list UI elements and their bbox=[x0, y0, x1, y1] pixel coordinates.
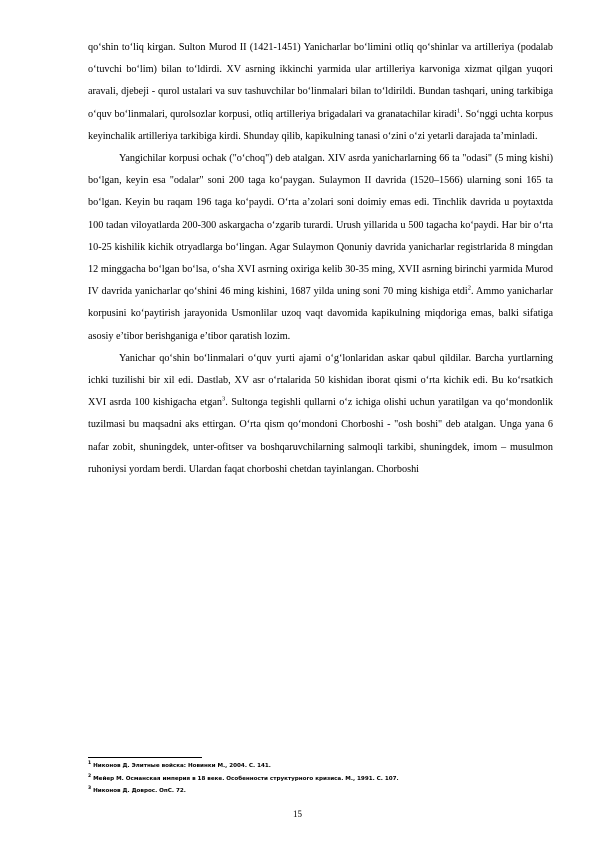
body-text bbox=[88, 37, 553, 481]
paragraph-text: . Ammo yanicharlar korpusini ko‘paytirish jarayonida Usmonlilar uzoq vaqt davomida kapikulning miqdoriga emas, balki sifatiga asosiy e’tibor berishganiga e’tibor qaratish lozim. bbox=[88, 286, 553, 342]
footnote-2 bbox=[88, 773, 553, 786]
paragraph-2 bbox=[88, 148, 553, 348]
footnote-3 bbox=[88, 785, 553, 798]
paragraph-text: qo‘shin to‘liq kirgan. Sulton Murod II (1421-1451) Yanicharlar bo‘limini otliq qo‘shinlar va artilleriya (podalab o‘tuvchi bo‘lim) bilan to‘ldirdi. XV asrning ikkinchi yarmida ular artilleriya karvoniga xizmat qilgan yuqori aravali, djebeji - qurol ustalari va suv tashuvchilar bo‘linmalari bilan to‘ldirildi. Bundan tashqari, uning tarkibiga o‘quv bo‘linmalari, qurolsozlar korpusi, otliq artilleriya brigadalari va granatachilar kiradi bbox=[88, 42, 553, 120]
paragraph-text: Yangichilar korpusi ochak ("o‘choq") deb atalgan. XIV asrda yanicharlarning 66 ta "odasi" (5 ming kishi) bo‘lgan, keyin esa "odalar" soni 200 taga ko‘paygan. Sulaymon II davrida (1520–1566) ularning soni 165 ta bo‘lgan. Keyin bu raqam 196 taga ko‘paydi. O‘rta a’zolari soni doimiy emas edi. Tinchlik davrida u poytaxtda 100 tadan viloyatlarda 200-300 askargacha o‘zgarib turardi. Urush yillarida u 500 tagacha ko‘paydi. Har bir o‘rta 10-25 kishilik kichik otryadlarga bo‘lingan. Agar Sulaymon Qonuniy davrida yanicharlar registrlarida 8 mingdan 12 minggacha bo‘lgan bo‘lsa, o‘sha XVI asrning oxiriga kelib 30-35 ming, XVII asrning birinchi yarmida Murod IV davrida yanicharlar qo‘shini 46 ming kishini, 1687 yilda uning soni 70 ming kishiga etdi bbox=[88, 153, 553, 298]
paragraph-text: . So‘nggi uchta korpus keyinchalik artilleriya tarkibiga kirdi. Shunday qilib, kapikulning tanasi o‘zini o‘zi yetarli darajada ta’minladi. bbox=[88, 108, 553, 142]
footnote-text: Никонов Д. Доврос. ОпС. 72. bbox=[91, 788, 186, 794]
footnote-text: Никонов Д. Элитные войска: Новинки М., 2004. С. 141. bbox=[91, 763, 271, 769]
footnote-ref-2[interactable]: 2 bbox=[467, 284, 471, 292]
footnotes bbox=[88, 760, 553, 798]
footnote-divider bbox=[88, 757, 202, 758]
footnote-number: 1 bbox=[88, 761, 92, 767]
paragraph-3 bbox=[88, 348, 553, 481]
footnote-text: Мейер М. Османская империя в 18 веке. Особенности структурного кризиса. М., 1991. С. 107. bbox=[91, 775, 399, 782]
paragraph-text: Yanichar qo‘shin bo‘linmalari o‘quv yurti ajami o‘g‘lonlaridan askar qabul qildilar. Barcha yurtlarning ichki tuzilishi bir xil edi. Dastlab, XV asr o‘rtalarida 50 kishidan iborat qismi o‘rta kichik edi. Bu ko‘rsatkich XVI asrda 100 kishigacha etgan bbox=[88, 352, 553, 409]
footnote-1 bbox=[88, 760, 553, 773]
paragraph-text: . Sultonga tegishli qullarni o‘z ichiga olishi uchun yaratilgan va qo‘mondonlik tuzilmasi bu maqsadni aks ettirgan. O‘rta qism qo‘mondoni Chorboshi - "osh boshi" deb atalgan. Unga yana 6 nafar zobit, shuningdek, unter-ofitser va boshqaruvchilarning salmoqli tarkibi, shuningdek, imom – musulmon ruhoniysi yordam berdi. Ulardan faqat chorboshi chetdan tayinlangan. Chorboshi bbox=[88, 397, 553, 475]
footnote-number: 3 bbox=[88, 786, 92, 792]
footnote-ref-3[interactable]: 3 bbox=[222, 395, 226, 403]
paragraph-1 bbox=[88, 37, 553, 148]
footnote-ref-1[interactable]: 1 bbox=[456, 107, 461, 115]
page-number: 15 bbox=[293, 809, 302, 819]
footnote-number: 2 bbox=[88, 773, 92, 779]
